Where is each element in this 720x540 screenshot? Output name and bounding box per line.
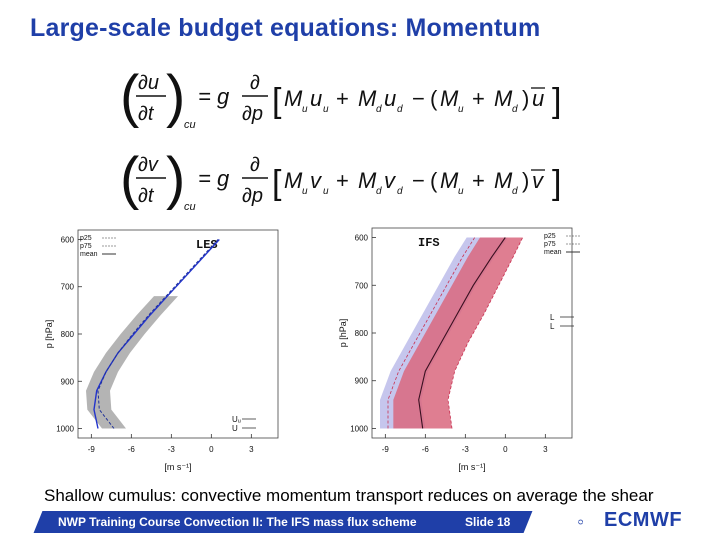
svg-text:v: v	[310, 168, 321, 193]
panel-title: LES	[196, 238, 218, 252]
svg-text:d: d	[376, 104, 382, 115]
x-tick-label: -9	[381, 445, 389, 454]
y-axis-label: p [hPa]	[338, 318, 348, 348]
svg-text:−: −	[412, 168, 425, 193]
svg-text:u: u	[323, 186, 329, 197]
svg-text:u: u	[323, 104, 329, 115]
ecmwf-logo-icon	[578, 509, 604, 535]
svg-text:= g: = g	[198, 166, 230, 191]
svg-text:(: (	[430, 86, 438, 111]
x-axis-label: [m s⁻¹]	[164, 462, 192, 472]
svg-text:+: +	[472, 168, 485, 193]
y-tick-label: 600	[354, 233, 368, 243]
svg-text:∂v: ∂v	[138, 154, 158, 176]
momentum-equation-v	[112, 146, 592, 216]
y-axis-label: p [hPa]	[44, 319, 54, 349]
svg-text:∂p: ∂p	[242, 185, 264, 207]
x-tick-label: 0	[503, 445, 508, 454]
svg-text:∂u: ∂u	[138, 72, 160, 94]
les-spread-band	[86, 296, 178, 428]
legend-label: L	[550, 322, 555, 331]
legend-label: mean	[80, 251, 98, 258]
svg-text:(: (	[430, 168, 438, 193]
svg-text:d: d	[512, 186, 518, 197]
y-tick-label: 800	[354, 329, 368, 338]
svg-text:= g: = g	[198, 84, 230, 109]
svg-text:): )	[166, 64, 186, 129]
legend-label: p25	[544, 233, 556, 240]
svg-text:u: u	[302, 186, 308, 197]
svg-text:u: u	[458, 186, 464, 197]
svg-text:cu: cu	[184, 119, 196, 131]
svg-text:M: M	[494, 86, 513, 111]
svg-text:cu: cu	[184, 201, 196, 213]
x-tick-label: -9	[87, 445, 95, 454]
footer-text: NWP Training Course Convection II: The IFS mass flux scheme	[58, 515, 417, 529]
svg-text:d: d	[397, 104, 403, 115]
svg-text:]: ]	[552, 164, 562, 202]
svg-text:d: d	[397, 186, 403, 197]
slide-title: Large-scale budget equations: Momentum	[30, 14, 541, 42]
legend-label: p75	[544, 241, 556, 248]
svg-text:[: [	[272, 82, 282, 120]
svg-text:(: (	[120, 64, 140, 129]
svg-text:+: +	[472, 86, 485, 111]
x-tick-label: 0	[209, 445, 214, 454]
svg-text:v: v	[532, 168, 543, 193]
svg-text:): )	[522, 86, 530, 111]
x-tick-label: -6	[127, 445, 135, 454]
svg-text:u: u	[310, 86, 323, 111]
svg-text:M: M	[358, 168, 377, 193]
svg-text:M: M	[284, 168, 303, 193]
svg-text:u: u	[384, 86, 397, 111]
y-tick-label: 900	[60, 377, 74, 387]
y-tick-label: 600	[60, 235, 74, 245]
x-tick-label: -3	[461, 445, 469, 454]
svg-text:M: M	[358, 86, 377, 111]
y-tick-label: 700	[60, 282, 74, 292]
svg-text:u: u	[458, 104, 464, 115]
svg-text:∂p: ∂p	[242, 103, 264, 125]
les-profile-chart	[28, 218, 290, 480]
ecmwf-logo-text: ECMWF	[604, 509, 683, 531]
x-tick-label: 3	[543, 445, 548, 454]
slide-caption: Shallow cumulus: convective momentum transport reduces on average the shear	[44, 486, 654, 505]
svg-text:M: M	[440, 86, 459, 111]
legend-label: U	[232, 424, 238, 433]
legend-label: mean	[544, 249, 562, 256]
svg-text:∂: ∂	[250, 72, 260, 94]
svg-text:d: d	[376, 186, 382, 197]
y-tick-label: 1000	[350, 424, 368, 434]
x-tick-label: -6	[421, 445, 429, 454]
x-tick-label: -3	[167, 445, 175, 454]
legend-label: p25	[80, 235, 92, 242]
svg-text:): )	[522, 168, 530, 193]
svg-text:−: −	[412, 86, 425, 111]
y-tick-label: 900	[354, 376, 368, 386]
y-tick-label: 1000	[56, 424, 74, 434]
x-tick-label: 3	[249, 445, 254, 454]
svg-text:d: d	[512, 104, 518, 115]
legend-label: p75	[80, 243, 92, 250]
ifs-profile-chart	[322, 214, 584, 480]
svg-text:∂: ∂	[250, 154, 260, 176]
svg-text:(: (	[120, 146, 140, 211]
y-tick-label: 800	[60, 330, 74, 339]
svg-text:+: +	[336, 86, 349, 111]
svg-text:v: v	[384, 168, 395, 193]
svg-text:∂t: ∂t	[138, 103, 154, 125]
les-series-line	[98, 240, 218, 429]
svg-text:M: M	[494, 168, 513, 193]
svg-text:]: ]	[552, 82, 562, 120]
svg-text:M: M	[440, 168, 459, 193]
slide-number: Slide 18	[465, 515, 511, 529]
svg-text:[: [	[272, 164, 282, 202]
svg-text:u: u	[302, 104, 308, 115]
momentum-equation-u	[112, 64, 592, 134]
svg-text:): )	[166, 146, 186, 211]
x-axis-label: [m s⁻¹]	[458, 462, 486, 472]
panel-title: IFS	[418, 236, 440, 250]
y-tick-label: 700	[354, 281, 368, 291]
les-series-line	[94, 240, 219, 429]
svg-text:M: M	[284, 86, 303, 111]
svg-text:+: +	[336, 168, 349, 193]
legend-label: Uᵤ	[232, 415, 241, 424]
legend-label: L	[550, 313, 555, 322]
svg-text:∂t: ∂t	[138, 185, 154, 207]
svg-text:u: u	[532, 86, 545, 111]
